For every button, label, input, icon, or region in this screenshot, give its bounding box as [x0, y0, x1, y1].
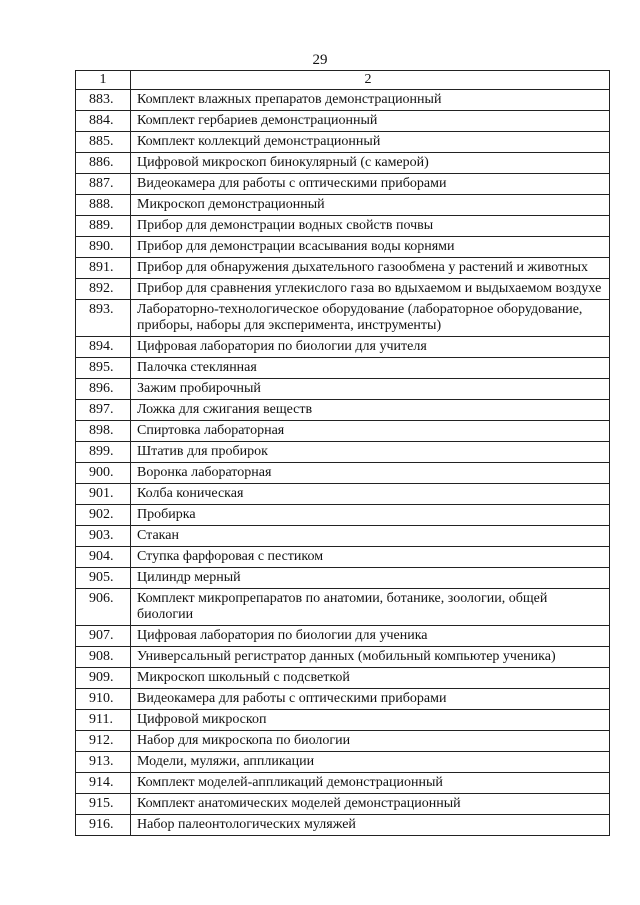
- column-header-name: 2: [131, 71, 610, 90]
- row-item-name: Цифровой микроскоп бинокулярный (с камерой): [131, 153, 610, 174]
- row-item-name: Цифровая лаборатория по биологии для учителя: [131, 337, 610, 358]
- row-item-name: Спиртовка лабораторная: [131, 421, 610, 442]
- row-number: 895.: [76, 358, 131, 379]
- table-row: [76, 442, 610, 463]
- table-row: [76, 710, 610, 731]
- table-row: [76, 279, 610, 300]
- row-number: 905.: [76, 568, 131, 589]
- row-number: 914.: [76, 773, 131, 794]
- table-row: [76, 258, 610, 279]
- table-row: [76, 132, 610, 153]
- table-row: [76, 668, 610, 689]
- row-number: 889.: [76, 216, 131, 237]
- table-row: [76, 90, 610, 111]
- row-item-name: Видеокамера для работы с оптическими приборами: [131, 689, 610, 710]
- row-item-name: Видеокамера для работы с оптическими приборами: [131, 174, 610, 195]
- row-number: 912.: [76, 731, 131, 752]
- table-row: [76, 237, 610, 258]
- row-item-name: Колба коническая: [131, 484, 610, 505]
- table-header-row: [76, 71, 610, 90]
- row-item-name: Набор для микроскопа по биологии: [131, 731, 610, 752]
- row-number: 907.: [76, 626, 131, 647]
- table-row: [76, 794, 610, 815]
- row-item-name: Модели, муляжи, аппликации: [131, 752, 610, 773]
- table-row: [76, 647, 610, 668]
- row-item-name: Ложка для сжигания веществ: [131, 400, 610, 421]
- row-number: 887.: [76, 174, 131, 195]
- row-item-name: Цифровой микроскоп: [131, 710, 610, 731]
- table-row: [76, 379, 610, 400]
- row-number: 916.: [76, 815, 131, 836]
- row-item-name: Комплект гербариев демонстрационный: [131, 111, 610, 132]
- row-number: 910.: [76, 689, 131, 710]
- row-item-name: Зажим пробирочный: [131, 379, 610, 400]
- row-item-name: Набор палеонтологических муляжей: [131, 815, 610, 836]
- row-number: 893.: [76, 300, 131, 337]
- row-number: 891.: [76, 258, 131, 279]
- row-number: 883.: [76, 90, 131, 111]
- row-item-name: Универсальный регистратор данных (мобильный компьютер ученика): [131, 647, 610, 668]
- column-header-number: 1: [76, 71, 131, 90]
- table-row: [76, 216, 610, 237]
- row-number: 894.: [76, 337, 131, 358]
- row-number: 901.: [76, 484, 131, 505]
- row-number: 896.: [76, 379, 131, 400]
- row-item-name: Лабораторно-технологическое оборудование (лабораторное оборудование, приборы, наборы для эксперимента, инструменты): [131, 300, 610, 337]
- table-row: [76, 358, 610, 379]
- row-number: 892.: [76, 279, 131, 300]
- row-number: 902.: [76, 505, 131, 526]
- row-number: 888.: [76, 195, 131, 216]
- row-number: 899.: [76, 442, 131, 463]
- row-item-name: Микроскоп школьный с подсветкой: [131, 668, 610, 689]
- table-row: [76, 400, 610, 421]
- table-row: [76, 589, 610, 626]
- table-row: [76, 815, 610, 836]
- table-row: [76, 174, 610, 195]
- row-number: 911.: [76, 710, 131, 731]
- table-row: [76, 195, 610, 216]
- row-item-name: Стакан: [131, 526, 610, 547]
- row-item-name: Комплект анатомических моделей демонстрационный: [131, 794, 610, 815]
- row-item-name: Комплект влажных препаратов демонстрационный: [131, 90, 610, 111]
- table-row: [76, 568, 610, 589]
- row-item-name: Ступка фарфоровая с пестиком: [131, 547, 610, 568]
- equipment-table: [75, 70, 610, 836]
- row-number: 908.: [76, 647, 131, 668]
- row-item-name: Цилиндр мерный: [131, 568, 610, 589]
- row-number: 898.: [76, 421, 131, 442]
- table-row: [76, 505, 610, 526]
- row-item-name: Воронка лабораторная: [131, 463, 610, 484]
- row-item-name: Комплект коллекций демонстрационный: [131, 132, 610, 153]
- row-item-name: Палочка стеклянная: [131, 358, 610, 379]
- row-number: 915.: [76, 794, 131, 815]
- table-row: [76, 731, 610, 752]
- row-number: 897.: [76, 400, 131, 421]
- table-row: [76, 484, 610, 505]
- row-number: 885.: [76, 132, 131, 153]
- row-number: 904.: [76, 547, 131, 568]
- table-row: [76, 337, 610, 358]
- row-item-name: Прибор для обнаружения дыхательного газообмена у растений и животных: [131, 258, 610, 279]
- row-number: 909.: [76, 668, 131, 689]
- table-row: [76, 773, 610, 794]
- row-item-name: Микроскоп демонстрационный: [131, 195, 610, 216]
- table-row: [76, 300, 610, 337]
- row-number: 900.: [76, 463, 131, 484]
- row-number: 903.: [76, 526, 131, 547]
- table-row: [76, 526, 610, 547]
- row-item-name: Прибор для демонстрации всасывания воды корнями: [131, 237, 610, 258]
- table-row: [76, 153, 610, 174]
- table-row: [76, 111, 610, 132]
- row-number: 906.: [76, 589, 131, 626]
- row-item-name: Штатив для пробирок: [131, 442, 610, 463]
- row-item-name: Цифровая лаборатория по биологии для ученика: [131, 626, 610, 647]
- row-item-name: Прибор для сравнения углекислого газа во вдыхаемом и выдыхаемом воздухе: [131, 279, 610, 300]
- row-number: 886.: [76, 153, 131, 174]
- row-item-name: Комплект микропрепаратов по анатомии, ботанике, зоологии, общей биологии: [131, 589, 610, 626]
- row-number: 884.: [76, 111, 131, 132]
- table-row: [76, 547, 610, 568]
- table-row: [76, 626, 610, 647]
- row-number: 890.: [76, 237, 131, 258]
- table-row: [76, 421, 610, 442]
- row-item-name: Прибор для демонстрации водных свойств почвы: [131, 216, 610, 237]
- row-item-name: Комплект моделей-аппликаций демонстрационный: [131, 773, 610, 794]
- row-item-name: Пробирка: [131, 505, 610, 526]
- table-row: [76, 689, 610, 710]
- table-row: [76, 463, 610, 484]
- row-number: 913.: [76, 752, 131, 773]
- equipment-table-body: [76, 71, 610, 836]
- page-number: 29: [312, 52, 328, 68]
- table-row: [76, 752, 610, 773]
